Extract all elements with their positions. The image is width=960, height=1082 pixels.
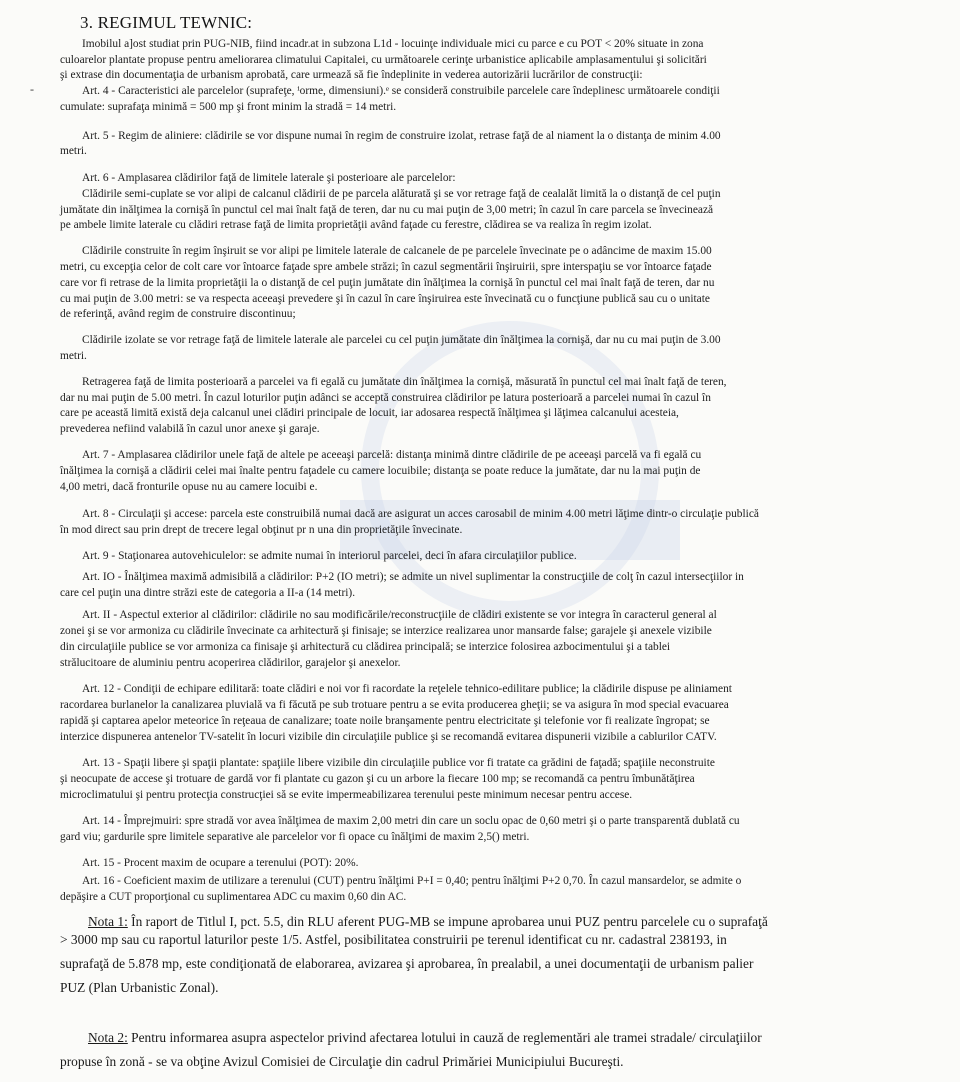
note-text: Pentru informarea asupra aspectelor privind afectarea lotului in cauză de reglementări ale tramei stradale/ circulaţiilor [127,1030,762,1045]
note-line [60,932,727,948]
document-line: Art. 12 - Condiţii de echipare edilitară: toate clădiri e noi vor fi racordate la reţelele tehnico-edilitare publice; la clădirile dispuse pe aliniament [82,683,732,695]
document-line: metri, cu excepţia celor de colt care vor întoarce faţade spre ambele străzi; în cazul segmentării înşiruirii, spre interspaţiu se vor întoarce faţade [60,261,712,273]
note-text: propuse în zonă - se va obţine Avizul Comisiei de Circulaţie din cadrul Primăriei Municipiului Bucureşti. [60,1054,624,1069]
document-line: strălucitoare de aluminiu pentru acoperirea clădirilor, garajelor şi anexelor. [60,657,401,669]
document-line: Retragerea faţă de limita posterioară a parcelei va fi egală cu jumătate din înălţimea la cornişă, măsurată în punctul cel mai înalt faţă de teren, [82,376,727,388]
document-line: Clădirile semi-cuplate se vor alipi de calcanul clădirii de pe parcela alăturată şi se vor retrage faţă de cealalăt limită la o distanţă de cel puţin [82,188,721,200]
note-text: PUZ (Plan Urbanistic Zonal). [60,980,219,995]
document-line: Clădirile construite în regim înşiruit se vor alipi pe limitele laterale de calcanele de pe parcelele învecinate pe o adâncime de maxim 15.00 [82,245,712,257]
document-line: microclimatului şi pentru protecţia construcţiei să se evite impermeabilizarea terenului peste minimum necesar pentru accese. [60,789,633,801]
document-line: Clădirile izolate se vor retrage faţă de limitele laterale ale parcelei cu cel puţin jumătate din înălţimea la cornişă, dar nu cu mai puţin de 3.00 [82,334,721,346]
note-line [88,914,768,930]
document-line: Art. 16 - Coeficient maxim de utilizare a terenului (CUT) pentru înălţimi P+I = 0,40; pentru înălţimi P+2 0,70. În cazul mansardelor, se admite o [82,875,742,887]
document-line: înălţimea la cornişă a clădirii celei mai înalte pentru faţadele cu camere locuibile; distanţa se poate reduce la jumătate, dar nu la mai puţin de [60,465,701,477]
document-line: şi extrase din documentaţia de urbanism aprobată, care urmează să fie îndeplinite in vederea autorizării lucrărilor de construcţii: [60,69,643,81]
document-line: Art. 15 - Procent maxim de ocupare a terenului (POT): 20%. [82,857,359,869]
document-line: Art. 14 - Împrejmuiri: spre stradă vor avea înălţimea de maxim 2,00 metri din care un soclu opac de 0,60 metri şi o parte transparentă dublată cu [82,815,740,827]
section-title: 3. REGIMUL TEWNIC: [80,13,253,32]
document-line: Art. II - Aspectul exterior al clădirilor: clădirile no sau modificările/reconstrucţiile de clădiri existente se vor integra în caracterul general al [82,609,717,621]
document-line: Art. 4 - Caracteristici ale parcelelor (suprafeţe, ⁱorme, dimensiuni).ᵉ se consideră construibile parcelele care îndeplinesc următoarele condiţii [82,85,720,97]
document-line: cu mai puţin de 3.00 metri: se va respecta aceeaşi prevedere şi în cazul în care înşiruirea este învecinată cu o funcţiune publică sau cu o unitate [60,293,710,305]
margin-mark: - [30,82,34,96]
document-line: rapidă şi captarea apelor meteorice în reţeaua de canalizare; toate noile branşamente pentru electricitate şi telefonie vor fi realizate îngropat; se [60,715,710,727]
document-line: care cel puţin una dintre străzi este de categoria a II-a (14 metri). [60,587,356,599]
note-line [88,1030,762,1046]
document-line: Imobilul a]ost studiat prin PUG-NIB, fiind incadr.at in subzona L1d - locuinţe individuale mici cu parce e cu POT < 20% situate in zona [82,38,704,50]
document-line: şi neocupate de accese şi trotuare de gardă vor fi plantate cu gazon şi cu un arbore la fiecare 100 mp; se recomandă ca pentru îmbunătăţirea [60,773,695,785]
document-line: de referinţă, având regim de construire discontinuu; [60,308,296,320]
note-line [60,980,218,996]
document-line: 4,00 metri, dacă fronturile opuse nu au camere locuibi e. [60,481,318,493]
document-line: cumulate: suprafaţa minimă = 500 mp şi front minim la stradă = 14 metri. [60,101,397,113]
document-line: Art. 13 - Spaţii libere şi spaţii plantate: spaţiile libere vizibile din circulaţiile publice vor fi tratate ca grădini de faţadă; spaţiile neconstruite [82,757,715,769]
document-line: din circulaţiile publice se vor armoniza ca finisaje şi arhitectură cu clădirea principală; se interzice folosirea azbocimentului şi a tablei [60,641,671,653]
document-line: gard viu; gardurile spre limitele separative ale parcelelor vor fi opace cu înălţimi de maxim 2,5() metri. [60,831,530,843]
document-line: racordarea burlanelor la canalizarea pluvială va fi făcută pe sub trotuare pentru a se evita producerea gheţii; se va asigura în mod special evacuarea [60,699,729,711]
note-text: > 3000 mp sau cu raportul laturilor peste 1/5. Astfel, posibilitatea construirii pe terenul identificat cu nr. cadastral 238193, in [60,932,727,947]
document-line: metri. [60,145,87,157]
document-line: jumătate din inălţimea la cornişă în punctul cel mai înalt faţă de teren, dar nu cu mai puţin de 3,00 metri; în cazul în care parcela se învecinează [60,204,714,216]
document-line: în mod direct sau prin drept de trecere legal obţinut pr n una din proprietăţile învecinate. [60,524,463,536]
note-text: suprafaţă de 5.878 mp, este condiţionată de elaborarea, avizarea şi aprobarea, în prealabil, a unei documentaţii de urbanism palier [60,956,754,971]
document-line: zonei şi se vor armoniza cu clădirile învecinate ca arhitectură şi finisaje; se interzice realizarea unor mansarde false; garajele şi anexele vizibile [60,625,712,637]
document-line: Art. IO - Înălţimea maximă admisibilă a clădirilor: P+2 (IO metri); se admite un nivel suplimentar la construcţiile de colţ în cazul intersecţiilor in [82,571,744,583]
document-line: pe ambele limite laterale cu clădiri retrase faţă de limita proprietăţii având faţade cu ferestre, clădirea se va realiza în regim izolat. [60,219,652,231]
document-line: care pe această limită există deja calcanul unei clădiri principale de locuit, iar adosarea respectă înălţimea şi lăţimea calcanului acesteia, [60,407,679,419]
document-line: Art. 9 - Staţionarea autovehiculelor: se admite numai în interiorul parcelei, deci în afara circulaţiilor publice. [82,550,577,562]
document-line: care vor fi retrase de la limita proprietăţii la o distanţă de cel puţin jumătate din înălţimea la cornişă în punctul cel mai înalt faţă de teren, dar nu [60,277,715,289]
document-line: metri. [60,350,87,362]
document-line: dar nu mai puţin de 5.00 metri. În cazul loturilor puţin adânci se acceptă construirea clădirilor pe latura posterioară a parcelei numai în cazul în [60,392,711,404]
note-label: Nota 2: [88,1030,128,1045]
note-line [60,1054,624,1070]
note-line [60,956,753,972]
document-line: interzice dispunerea antenelor TV-satelit în locuri vizibile din circulaţiile publice şi se recomandă evitarea dispunerii vizibile a cablurilor CATV. [60,731,717,743]
document-line: Art. 5 - Regim de aliniere: clădirile se vor dispune numai în regim de construire izolat, retrase faţă de al niament la o distanţa de minim 4.00 [82,130,721,142]
document-line: culoarelor plantate propuse pentru ameliorarea climatului Capitalei, cu următoarele cerinţe urbanistice aplicabile amplasamentului şi solicitări [60,54,707,66]
note-text: În raport de Titlul I, pct. 5.5, din RLU aferent PUG-MB se impune aprobarea unui PUZ pentru parcelele cu o suprafaţă [127,914,768,929]
document-line: Art. 6 - Amplasarea clădirilor faţă de limitele laterale şi posterioare ale parcelelor: [82,172,456,184]
document-line: depăşire a CUT proporţional cu suplimentarea ADC cu maxim 0,60 din AC. [60,891,407,903]
document-line: prevederea nefiind valabilă în cazul unor anexe şi garaje. [60,423,320,435]
document-line: Art. 8 - Circulaţii şi accese: parcela este construibilă numai dacă are asigurat un acces carosabil de minim 4.00 metri lăţime dintr-o circulaţie publică [82,508,759,520]
document-line: Art. 7 - Amplasarea clădirilor unele faţă de altele pe aceeaşi parcelă: distanţa minimă dintre clădirile de pe aceeaşi parcelă va fi egală cu [82,449,702,461]
note-label: Nota 1: [88,914,128,929]
